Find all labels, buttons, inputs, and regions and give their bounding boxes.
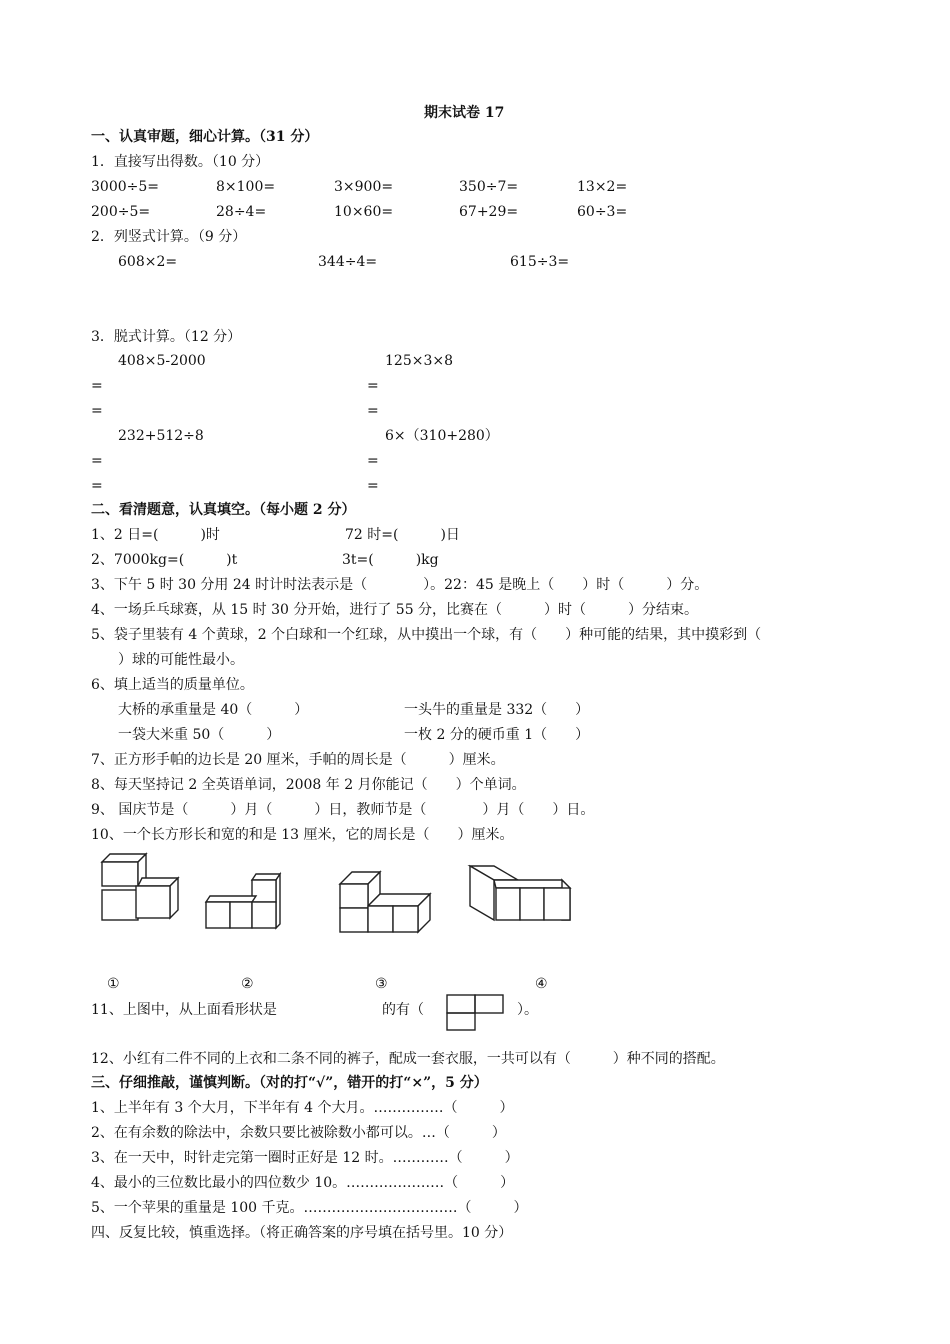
fill-q6a: 大桥的承重量是 40（ ） [118, 702, 309, 718]
q1-label: 1．直接写出得数。（10 分） [91, 154, 270, 170]
fill-q2b: 3t=( )kg [342, 552, 439, 568]
fill-q1a: 1、2 日=( )时 [91, 527, 220, 543]
page-title: 期末试卷 17 [424, 105, 505, 121]
section-4-heading: 四、反复比较，慎重选择。（将正确答案的序号填在括号里。10 分） [91, 1225, 513, 1241]
calc-item: 3×900= [334, 179, 394, 195]
calc-item: 28÷4= [216, 204, 267, 220]
fill-q9: 9、 国庆节是（ ）月（ ）日，教师节是（ ）月（ ）日。 [91, 802, 595, 818]
fill-q2a: 2、7000kg=( )t [91, 552, 238, 568]
step-calc-c: 232+512÷8 [118, 428, 204, 444]
fill-q6b: 一头牛的重量是 332（ ） [404, 702, 590, 718]
equals-sign: = [91, 403, 103, 419]
fill-q4: 4、一场乒乓球赛，从 15 时 30 分开始，进行了 55 分，比赛在（ ）时（ ）分结束。 [91, 602, 699, 618]
section-3-heading: 三、仔细推敲，谨慎判断。（对的打“√”，错开的打“×”，5 分） [91, 1075, 488, 1091]
calc-item: 13×2= [577, 179, 628, 195]
section-2-heading: 二、看清题意，认真填空。（每小题 2 分） [91, 502, 356, 518]
step-calc-a: 408×5-2000 [118, 353, 206, 369]
fill-q12: 12、小红有二件不同的上衣和二条不同的裤子，配成一套衣服，一共可以有（ ）种不同的搭配。 [91, 1051, 725, 1067]
judge-item: 5、一个苹果的重量是 100 千克。……………………………（ ） [91, 1200, 528, 1216]
fill-q6d: 一枚 2 分的硬币重 1（ ） [404, 727, 590, 743]
calc-item: 8×100= [216, 179, 276, 195]
fill-q5-cont: ）球的可能性最小。 [118, 652, 244, 668]
vertical-calc-item: 344÷4= [318, 254, 378, 270]
fill-q7: 7、正方形手帕的边长是 20 厘米，手帕的周长是（ ）厘米。 [91, 752, 505, 768]
fill-q1b: 72 时=( )日 [345, 527, 460, 543]
judge-item: 3、在一天中，时针走完第一圈时正好是 12 时。…………（ ） [91, 1150, 519, 1166]
fill-q11-end: ）。 [517, 1002, 538, 1018]
equals-sign: = [367, 403, 379, 419]
judge-item: 1、上半年有 3 个大月，下半年有 4 个大月。……………（ ） [91, 1100, 514, 1116]
section-1-heading: 一、认真审题，细心计算。（31 分） [91, 129, 319, 145]
calc-item: 350÷7= [459, 179, 519, 195]
calc-item: 200÷5= [91, 204, 151, 220]
shape-label-3: ③ [375, 976, 388, 992]
vertical-calc-item: 615÷3= [510, 254, 570, 270]
cube-shape-4 [466, 862, 576, 922]
equals-sign: = [367, 378, 379, 394]
top-view-figure [446, 994, 506, 1032]
vertical-calc-item: 608×2= [118, 254, 178, 270]
step-calc-b: 125×3×8 [385, 353, 453, 369]
calc-item: 3000÷5= [91, 179, 159, 195]
cube-shape-3 [336, 868, 434, 936]
q3-label: 3．脱式计算。（12 分） [91, 329, 242, 345]
fill-q3: 3、下午 5 时 30 分用 24 时计时法表示是（ ）。22：45 是晚上（ ）时（ ）分。 [91, 577, 709, 593]
cube-shape-2 [202, 870, 286, 930]
judge-item: 4、最小的三位数比最小的四位数少 10。…………………（ ） [91, 1175, 515, 1191]
calc-item: 10×60= [334, 204, 394, 220]
cube-shape-1 [98, 852, 186, 924]
shape-label-4: ④ [535, 976, 548, 992]
fill-q8: 8、每天坚持记 2 全英语单词，2008 年 2 月你能记（ ）个单词。 [91, 777, 526, 793]
shape-label-2: ② [241, 976, 254, 992]
equals-sign: = [91, 378, 103, 394]
q2-label: 2．列竖式计算。（9 分） [91, 229, 247, 245]
equals-sign: = [91, 453, 103, 469]
fill-q11-mid: 的有（ [382, 1002, 424, 1018]
fill-q11: 11、上图中，从上面看形状是 [91, 1002, 277, 1018]
judge-item: 2、在有余数的除法中，余数只要比被除数小都可以。…（ ） [91, 1125, 506, 1141]
equals-sign: = [367, 478, 379, 494]
step-calc-d: 6×（310+280） [385, 428, 499, 444]
shape-label-1: ① [107, 976, 120, 992]
fill-q6c: 一袋大米重 50（ ） [118, 727, 281, 743]
equals-sign: = [367, 453, 379, 469]
fill-q6: 6、填上适当的质量单位。 [91, 677, 254, 693]
calc-item: 60÷3= [577, 204, 628, 220]
calc-item: 67+29= [459, 204, 519, 220]
fill-q10: 10、一个长方形长和宽的和是 13 厘米，它的周长是（ ）厘米。 [91, 827, 514, 843]
fill-q5: 5、袋子里装有 4 个黄球，2 个白球和一个红球，从中摸出一个球，有（ ）种可能的结果，其中摸彩到（ [91, 627, 762, 643]
equals-sign: = [91, 478, 103, 494]
